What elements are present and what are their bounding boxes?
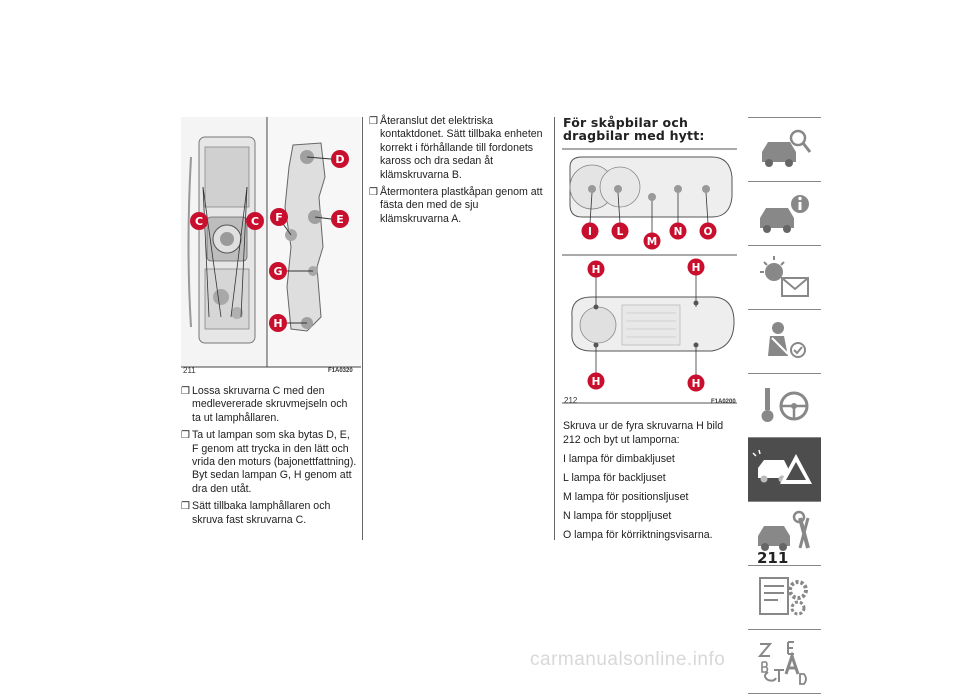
svg-text:H: H <box>591 376 601 388</box>
lamp-item: N lampa för stoppljuset <box>563 510 672 522</box>
svg-text:L: L <box>616 226 624 238</box>
seat-safety-icon <box>748 310 821 373</box>
bullet-item <box>181 429 359 496</box>
rear-lamp-holder-illustration <box>181 117 361 379</box>
svg-text:N: N <box>673 226 683 238</box>
figure-212-code: F1A0200 <box>711 399 736 405</box>
marker-H-top-right <box>688 259 705 276</box>
nav-tab-breakdown[interactable] <box>748 437 821 501</box>
marker-H-bottom-right <box>688 375 705 392</box>
marker-L <box>612 223 629 240</box>
marker-M <box>644 233 661 250</box>
figure-212 <box>562 147 737 405</box>
bullet-text: Ta ut lampan som ska bytas D, E, F genom att trycka in den lätt och vrida den moturs (bajonettfattning). Byt sedan lampan G, H genom att dra den utåt. <box>192 429 357 495</box>
bullet-item <box>181 385 359 425</box>
marker-F <box>270 208 288 226</box>
nav-tab-alphabetical-index[interactable] <box>748 629 821 694</box>
marker-H-top-left <box>588 261 605 278</box>
marker-H-bottom-left <box>588 373 605 390</box>
marker-O <box>700 223 717 240</box>
svg-text:G: G <box>273 265 283 278</box>
bullet-text: Återmontera plastkåpan genom att fästa den med de sju klämskruvarna A. <box>380 186 543 225</box>
bullet-box-icon: ❒ <box>181 386 190 397</box>
intro-paragraph: Skruva ur de fyra skruvarna H bild 212 och byt ut lamporna: <box>563 420 724 446</box>
bullet-box-icon: ❒ <box>369 116 378 127</box>
marker-D <box>331 150 349 168</box>
bullet-box-icon: ❒ <box>369 187 378 199</box>
marker-H <box>269 314 287 332</box>
van-rear-lamp-illustration <box>562 147 737 405</box>
column3-text <box>563 419 741 547</box>
nav-tab-specifications[interactable] <box>748 565 821 629</box>
svg-text:I: I <box>588 226 592 238</box>
marker-C-right <box>246 212 264 230</box>
bullet-box-icon: ❒ <box>181 501 190 513</box>
svg-text:H: H <box>591 264 601 276</box>
bullet-item <box>369 115 549 182</box>
watermark: carmanualsonline.info <box>530 649 726 670</box>
svg-text:O: O <box>703 226 713 238</box>
bullet-text: Lossa skruvarna C med den medlevererade skruvmejseln och ta ut lamphållaren. <box>192 385 348 424</box>
column-divider-1 <box>362 117 363 540</box>
bullet-text: Sätt tillbaka lamphållaren och skruva fast skruvarna C. <box>192 500 331 526</box>
lamp-item: L lampa för backljuset <box>563 472 666 484</box>
column-divider-2 <box>554 117 555 540</box>
alphabetical-index-icon <box>748 630 821 693</box>
marker-N <box>670 223 687 240</box>
svg-text:D: D <box>335 153 345 166</box>
marker-I <box>582 223 599 240</box>
car-search-icon <box>748 118 821 181</box>
bullet-item <box>369 186 549 226</box>
nav-tab-warning-light-message[interactable] <box>748 245 821 309</box>
bullet-text: Återanslut det elektriska kontaktdonet. Sätt tillbaka enheten korrekt i förhållande till fordonets kaross och dra sedan åt klämskruvarna B. <box>380 115 543 181</box>
svg-text:H: H <box>273 317 283 330</box>
car-info-icon <box>748 182 821 245</box>
marker-E <box>331 210 349 228</box>
svg-text:H: H <box>691 262 701 274</box>
svg-text:H: H <box>691 378 701 390</box>
lamp-item: O lampa för körriktningsvisarna. <box>563 529 713 541</box>
column1-instructions <box>181 385 359 531</box>
svg-text:C: C <box>250 215 260 228</box>
page-number: 211 <box>757 549 789 567</box>
column2-instructions <box>369 115 549 230</box>
lamp-item: M lampa för positionsljuset <box>563 491 689 503</box>
bullet-box-icon: ❒ <box>181 430 190 442</box>
specifications-gear-icon <box>748 566 821 629</box>
marker-C-left <box>190 212 208 230</box>
chapter-navigation <box>748 117 821 694</box>
bullet-item <box>181 500 359 527</box>
figure-212-number: 212 <box>564 396 578 405</box>
svg-text:E: E <box>336 213 344 226</box>
nav-tab-key-steering-wheel[interactable] <box>748 373 821 437</box>
lamp-item: I lampa för dimbakljuset <box>563 453 675 465</box>
svg-text:C: C <box>194 215 204 228</box>
nav-tab-car-search[interactable] <box>748 117 821 181</box>
section-heading: För skåpbilar och dragbilar med hytt: <box>563 115 705 143</box>
svg-text:F: F <box>275 211 283 224</box>
nav-tab-seat-safety[interactable] <box>748 309 821 373</box>
figure-211 <box>181 117 361 379</box>
warning-light-message-icon <box>748 246 821 309</box>
figure-211-code: F1A0320 <box>328 368 353 374</box>
figure-211-number: 211 <box>183 366 196 375</box>
marker-G <box>269 262 287 280</box>
svg-text:M: M <box>646 236 658 248</box>
key-steering-wheel-icon <box>748 374 821 437</box>
nav-tab-car-info[interactable] <box>748 181 821 245</box>
breakdown-triangle-icon <box>748 438 821 501</box>
